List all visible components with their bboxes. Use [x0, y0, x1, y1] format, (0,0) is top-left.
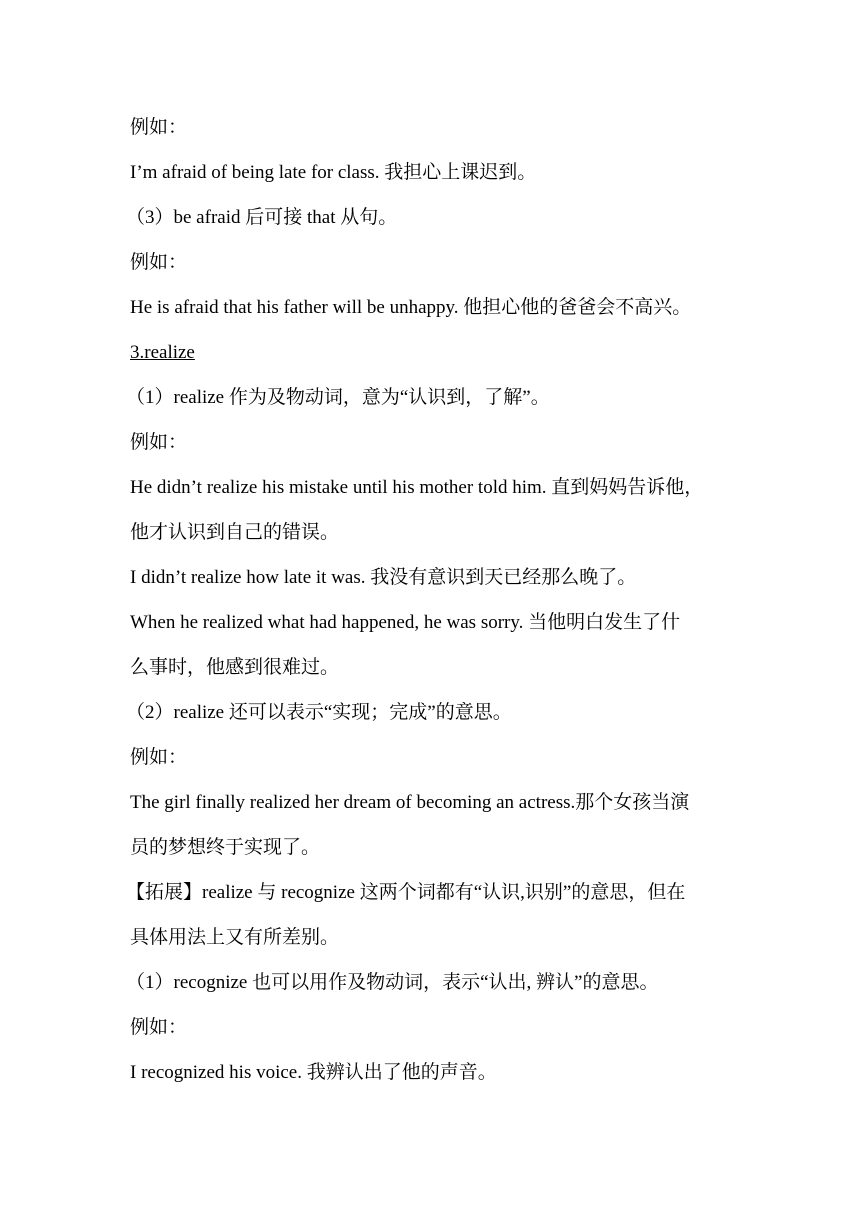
- text-line: I’m afraid of being late for class. 我担心上课迟到。: [130, 162, 537, 183]
- text-line: He didn’t realize his mistake until his mother told him. 直到妈妈告诉他，: [130, 477, 704, 498]
- text-line: When he realized what had happened, he was sorry. 当他明白发生了什: [130, 612, 681, 633]
- text-line: （1）recognize 也可以用作及物动词，表示“认出, 辨认”的意思。: [126, 972, 659, 993]
- section-heading[interactable]: 3.realize: [130, 342, 195, 363]
- text-line: （3）be afraid 后可接 that 从句。: [126, 207, 398, 228]
- text-line: I recognized his voice. 我辨认出了他的声音。: [130, 1062, 497, 1083]
- text-line: The girl finally realized her dream of becoming an actress.那个女孩当演: [130, 792, 690, 813]
- text-line: 例如：: [130, 432, 188, 453]
- text-line: （1）realize 作为及物动词，意为“认识到，了解”。: [126, 387, 550, 408]
- text-line: I didn’t realize how late it was. 我没有意识到天已经那么晚了。: [130, 567, 637, 588]
- text-line: 【拓展】realize 与 recognize 这两个词都有“认识,识别”的意思，但在: [126, 882, 686, 903]
- text-line: 具体用法上又有所差别。: [130, 927, 340, 948]
- text-line: 员的梦想终于实现了。: [130, 837, 321, 858]
- text-line: He is afraid that his father will be unhappy. 他担心他的爸爸会不高兴。: [130, 297, 692, 318]
- text-line: 么事时，他感到很难过。: [130, 657, 340, 678]
- text-line: （2）realize 还可以表示“实现；完成”的意思。: [126, 702, 512, 723]
- text-line: 他才认识到自己的错误。: [130, 522, 340, 543]
- text-line: 例如：: [130, 252, 188, 273]
- text-line: 例如：: [130, 747, 188, 768]
- text-line: 例如：: [130, 117, 188, 138]
- text-line: 例如：: [130, 1017, 188, 1038]
